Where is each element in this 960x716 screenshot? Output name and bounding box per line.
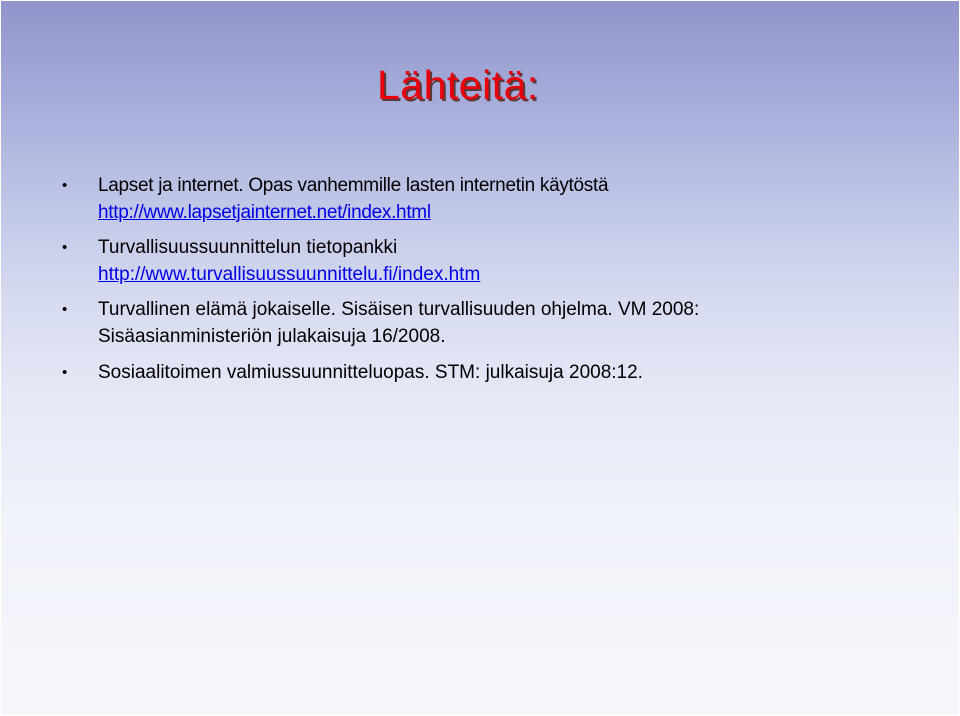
source-1-link[interactable]: http://www.lapsetjainternet.net/index.html xyxy=(98,202,431,223)
list-item-source-1 xyxy=(60,172,940,226)
source-2-text: Turvallisuussuunnittelun tietopankki xyxy=(98,237,398,258)
list-item-source-2 xyxy=(60,234,940,288)
list-item-source-3 xyxy=(60,296,940,350)
source-list xyxy=(60,172,940,393)
bullet-icon: • xyxy=(62,301,68,318)
list-item-source-4 xyxy=(60,359,940,386)
source-2-link[interactable]: http://www.turvallisuussuunnittelu.fi/index.htm xyxy=(98,264,481,285)
source-1-text: Lapset ja internet. Opas vanhemmille lasten internetin käytöstä xyxy=(98,175,609,196)
bullet-icon: • xyxy=(62,364,68,381)
slide-title: Lähteitä: xyxy=(377,62,539,108)
bullet-icon: • xyxy=(62,177,67,194)
source-3-line-1: Turvallinen elämä jokaiselle. Sisäisen turvallisuuden ohjelma. VM 2008: xyxy=(98,299,700,320)
source-3-line-2: Sisäasianministeriön julakaisuja 16/2008. xyxy=(98,326,446,347)
bullet-icon: • xyxy=(62,239,68,256)
source-4-text: Sosiaalitoimen valmiussuunnitteluopas. STM: julkaisuja 2008:12. xyxy=(98,362,643,383)
